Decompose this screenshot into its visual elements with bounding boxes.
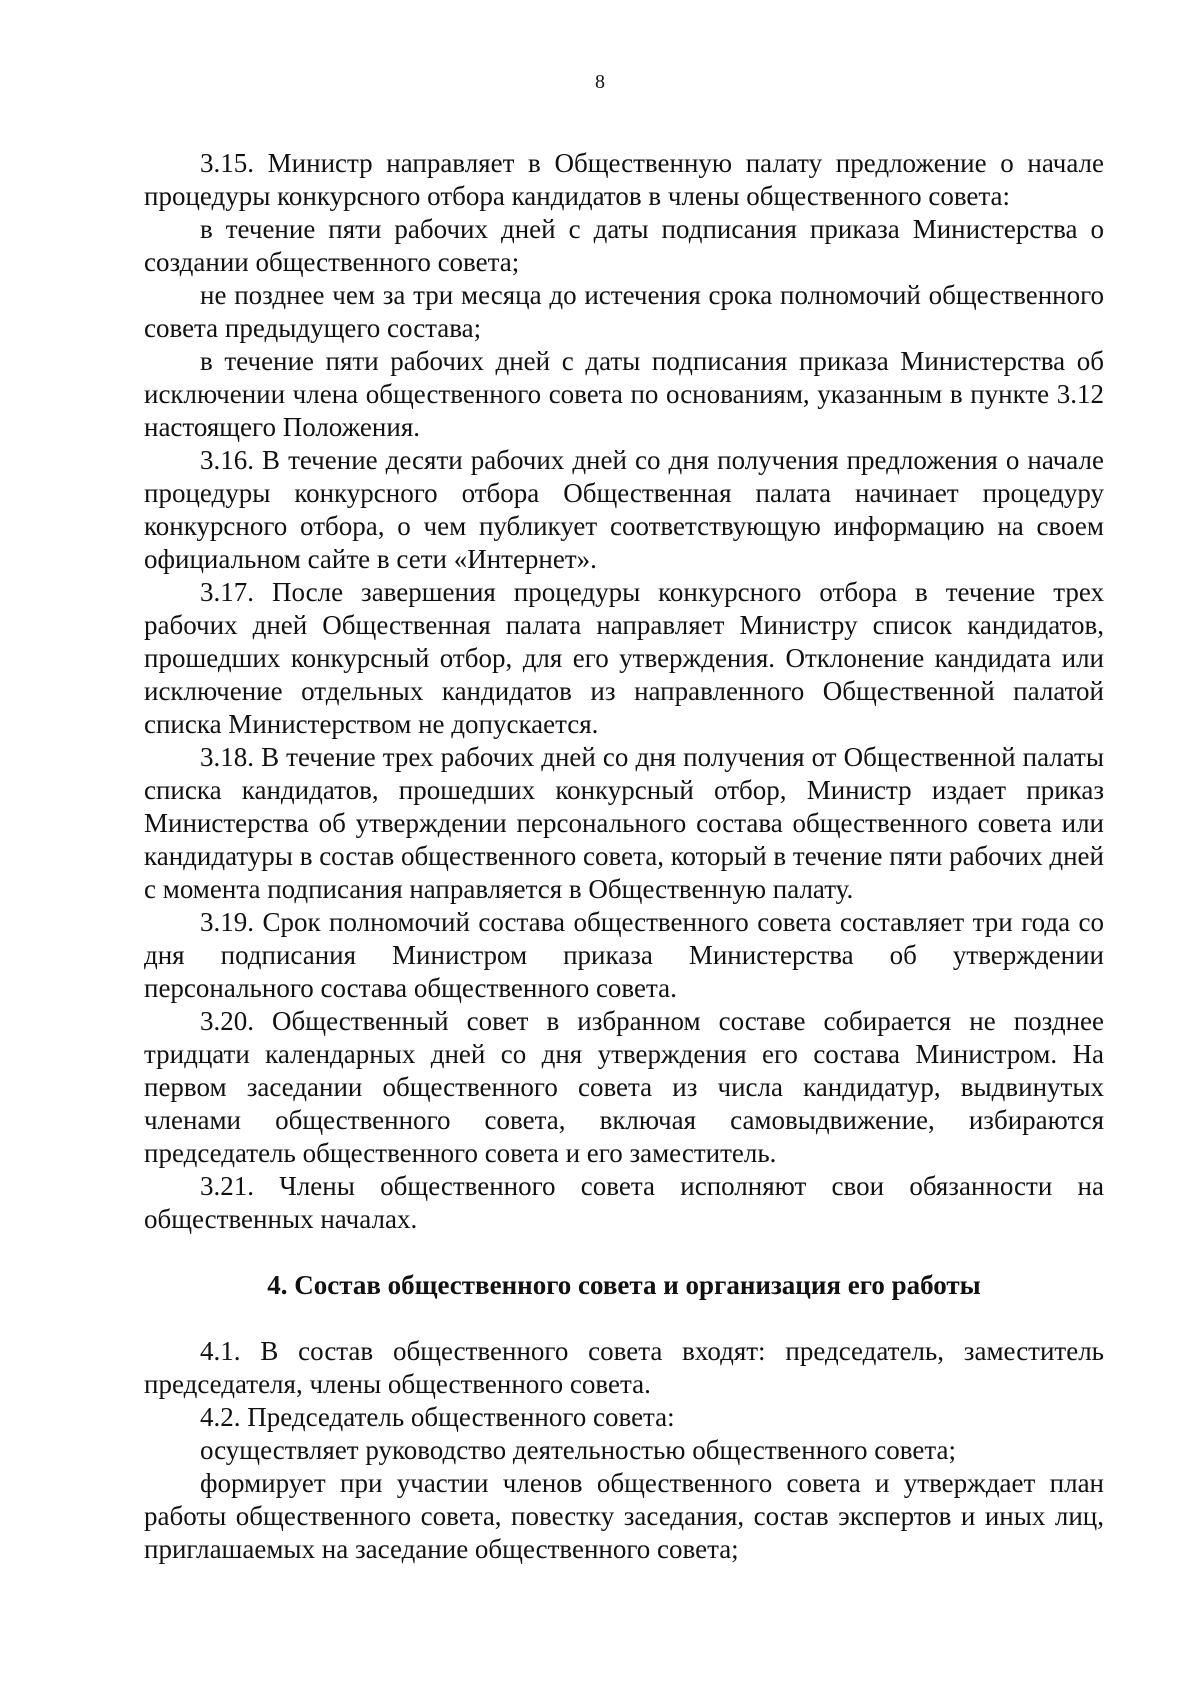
paragraph-4-2: 4.2. Председатель общественного совета:	[200, 1402, 675, 1432]
paragraph-3-21: 3.21. Члены общественного совета исполняют свои обязанности на общественных началах.	[144, 1171, 1104, 1234]
paragraph-3-15-item-2: не позднее чем за три месяца до истечения срока полномочий общественного совета предыдущего состава;	[144, 280, 1104, 343]
paragraph-3-17: 3.17. После завершения процедуры конкурсного отбора в течение трех рабочих дней Общественная палата направляет Министру список кандидатов, прошедших конкурсный отбор, для его утверждения. Отклонение кандидата или исключение отдельных кандидатов из направленного Общественной палатой списка Министерством не допускается.	[144, 577, 1104, 739]
document-body	[144, 147, 1104, 1566]
paragraph-4-1: 4.1. В состав общественного совета входят: председатель, заместитель председателя, члены общественного совета.	[144, 1336, 1104, 1399]
paragraph-3-19: 3.19. Срок полномочий состава общественного совета составляет три года со дня подписания Министром приказа Министерства об утверждении персонального состава общественного совета.	[144, 907, 1104, 1003]
paragraph-3-15-item-1: в течение пяти рабочих дней с даты подписания приказа Министерства о создании общественного совета;	[144, 214, 1104, 277]
page-number: 8	[595, 71, 605, 93]
paragraph-3-16: 3.16. В течение десяти рабочих дней со дня получения предложения о начале процедуры конкурсного отбора Общественная палата начинает процедуру конкурсного отбора, о чем публикует соответствующую информацию на своем официальном сайте в сети «Интернет».	[144, 445, 1104, 574]
paragraph-3-18: 3.18. В течение трех рабочих дней со дня получения от Общественной палаты списка кандидатов, прошедших конкурсный отбор, Министр издает приказ Министерства об утверждении персонального состава общественного совета или кандидатуры в состав общественного совета, который в течение пяти рабочих дней с момента подписания направляется в Общественную палату.	[144, 742, 1104, 904]
paragraph-4-2-item-1: осуществляет руководство деятельностью общественного совета;	[200, 1435, 956, 1465]
paragraph-4-2-item-2: формирует при участии членов общественного совета и утверждает план работы общественного совета, повестку заседания, состав экспертов и иных лиц, приглашаемых на заседание общественного совета;	[144, 1468, 1104, 1564]
section-heading: 4. Состав общественного совета и организация его работы	[267, 1270, 981, 1300]
paragraph-3-15-item-3: в течение пяти рабочих дней с даты подписания приказа Министерства об исключении члена общественного совета по основаниям, указанным в пункте 3.12 настоящего Положения.	[144, 346, 1104, 442]
paragraph-3-20: 3.20. Общественный совет в избранном составе собирается не позднее тридцати календарных дней со дня утверждения его состава Министром. На первом заседании общественного совета из числа кандидатур, выдвинутых членами общественного совета, включая самовыдвижение, избираются председатель общественного совета и его заместитель.	[144, 1006, 1104, 1168]
paragraph-3-15: 3.15. Министр направляет в Общественную палату предложение о начале процедуры конкурсного отбора кандидатов в члены общественного совета:	[144, 148, 1104, 211]
